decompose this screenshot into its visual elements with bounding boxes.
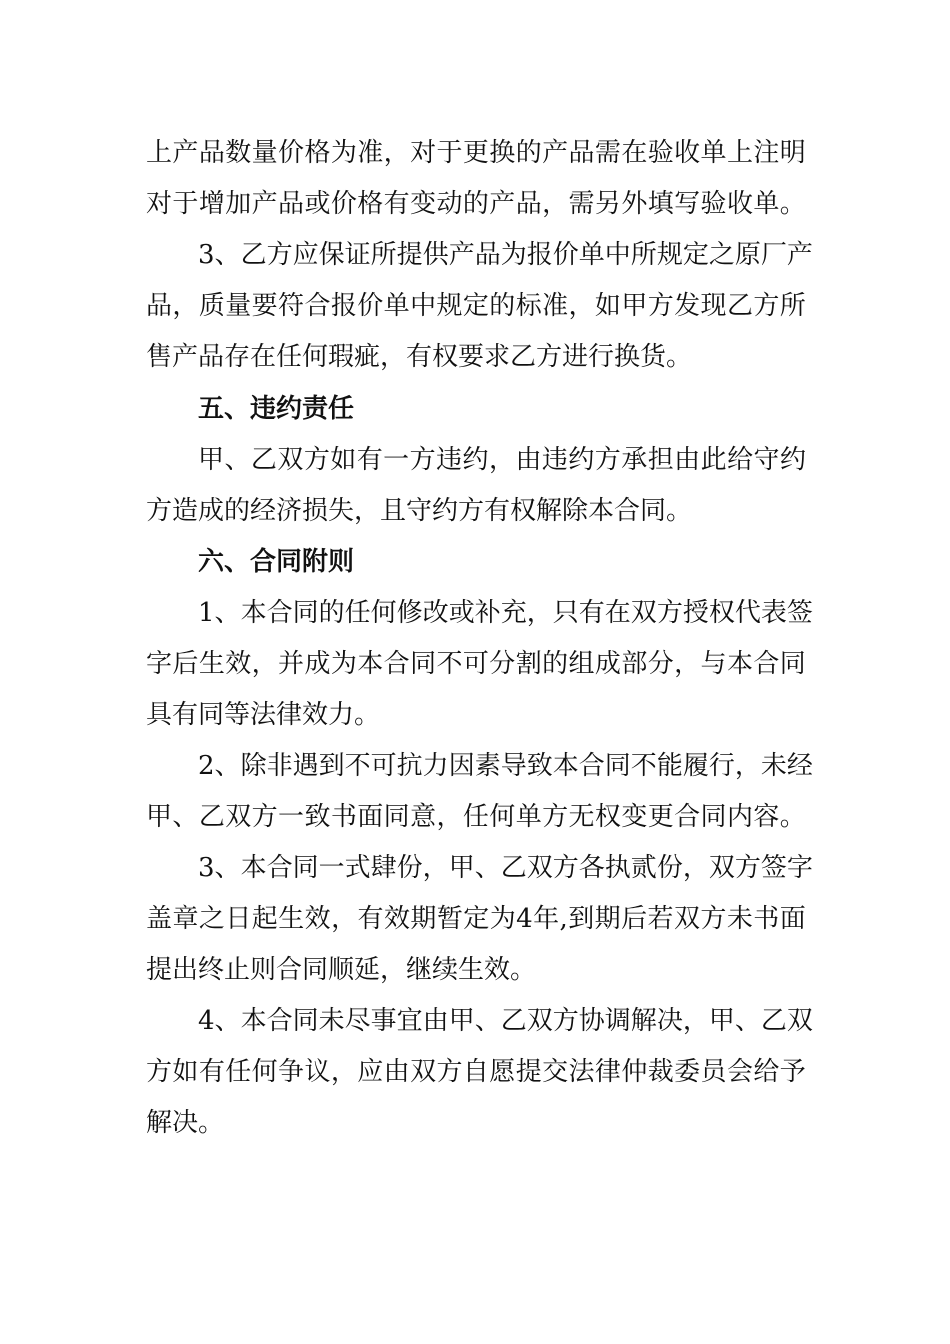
text-line: 盖 章 之 日 起 生 效 ， 有 效 期 暂 定 为 4 年 , 到 期 后 若 双 方 未 书 面 <box>146 904 806 934</box>
text-line: 3 、 本 合 同 一 式 肆 份 ， 甲 、 乙 双 方 各 执 贰 份 ， 双 方 签 字 <box>198 853 813 883</box>
text-line: 具有同等法律效力。 <box>146 700 381 730</box>
section-heading: 六、合同附则 <box>198 547 355 577</box>
text-line: 4 、 本 合 同 未 尽 事 宜 由 甲 、 乙 双 方 协 调 解 决 ， 甲 、 乙 双 <box>198 1006 813 1036</box>
section-heading: 五、违约责任 <box>198 394 355 424</box>
text-line: 上 产 品 数 量 价 格 为 准 ， 对 于 更 换 的 产 品 需 在 验 收 单 上 注 明 <box>146 138 806 168</box>
text-line: 提出终止则合同顺延，继续生效。 <box>146 955 537 985</box>
text-line: 方 如 有 任 何 争 议 ， 应 由 双 方 自 愿 提 交 法 律 仲 裁 委 员 会 给 予 <box>146 1057 806 1087</box>
text-line: 品 ， 质 量 要 符 合 报 价 单 中 规 定 的 标 准 ， 如 甲 方 发 现 乙 方 所 <box>146 291 806 321</box>
text-line: 售产品存在任何瑕疵，有权要求乙方进行换货。 <box>146 342 693 372</box>
text-line: 解决。 <box>146 1108 225 1138</box>
text-line: 2 、 除 非 遇 到 不 可 抗 力 因 素 导 致 本 合 同 不 能 履 行 ， 未 经 <box>198 751 813 781</box>
text-line: 甲 、 乙 双 方 如 有 一 方 违 约 ， 由 违 约 方 承 担 由 此 给 守 约 <box>198 445 806 475</box>
text-line: 甲 、 乙 双 方 一 致 书 面 同 意 ， 任 何 单 方 无 权 变 更 合 同 内 容 。 <box>146 802 806 832</box>
text-line: 字 后 生 效 ， 并 成 为 本 合 同 不 可 分 割 的 组 成 部 分 ， 与 本 合 同 <box>146 649 806 679</box>
text-line: 对 于 增 加 产 品 或 价 格 有 变 动 的 产 品 ， 需 另 外 填 写 验 收 单 。 <box>146 189 806 219</box>
text-line: 1 、 本 合 同 的 任 何 修 改 或 补 充 ， 只 有 在 双 方 授 权 代 表 签 <box>198 598 813 628</box>
text-line: 方造成的经济损失，且守约方有权解除本合同。 <box>146 496 693 526</box>
text-line: 3 、 乙 方 应 保 证 所 提 供 产 品 为 报 价 单 中 所 规 定 之 原 厂 产 <box>198 240 813 270</box>
